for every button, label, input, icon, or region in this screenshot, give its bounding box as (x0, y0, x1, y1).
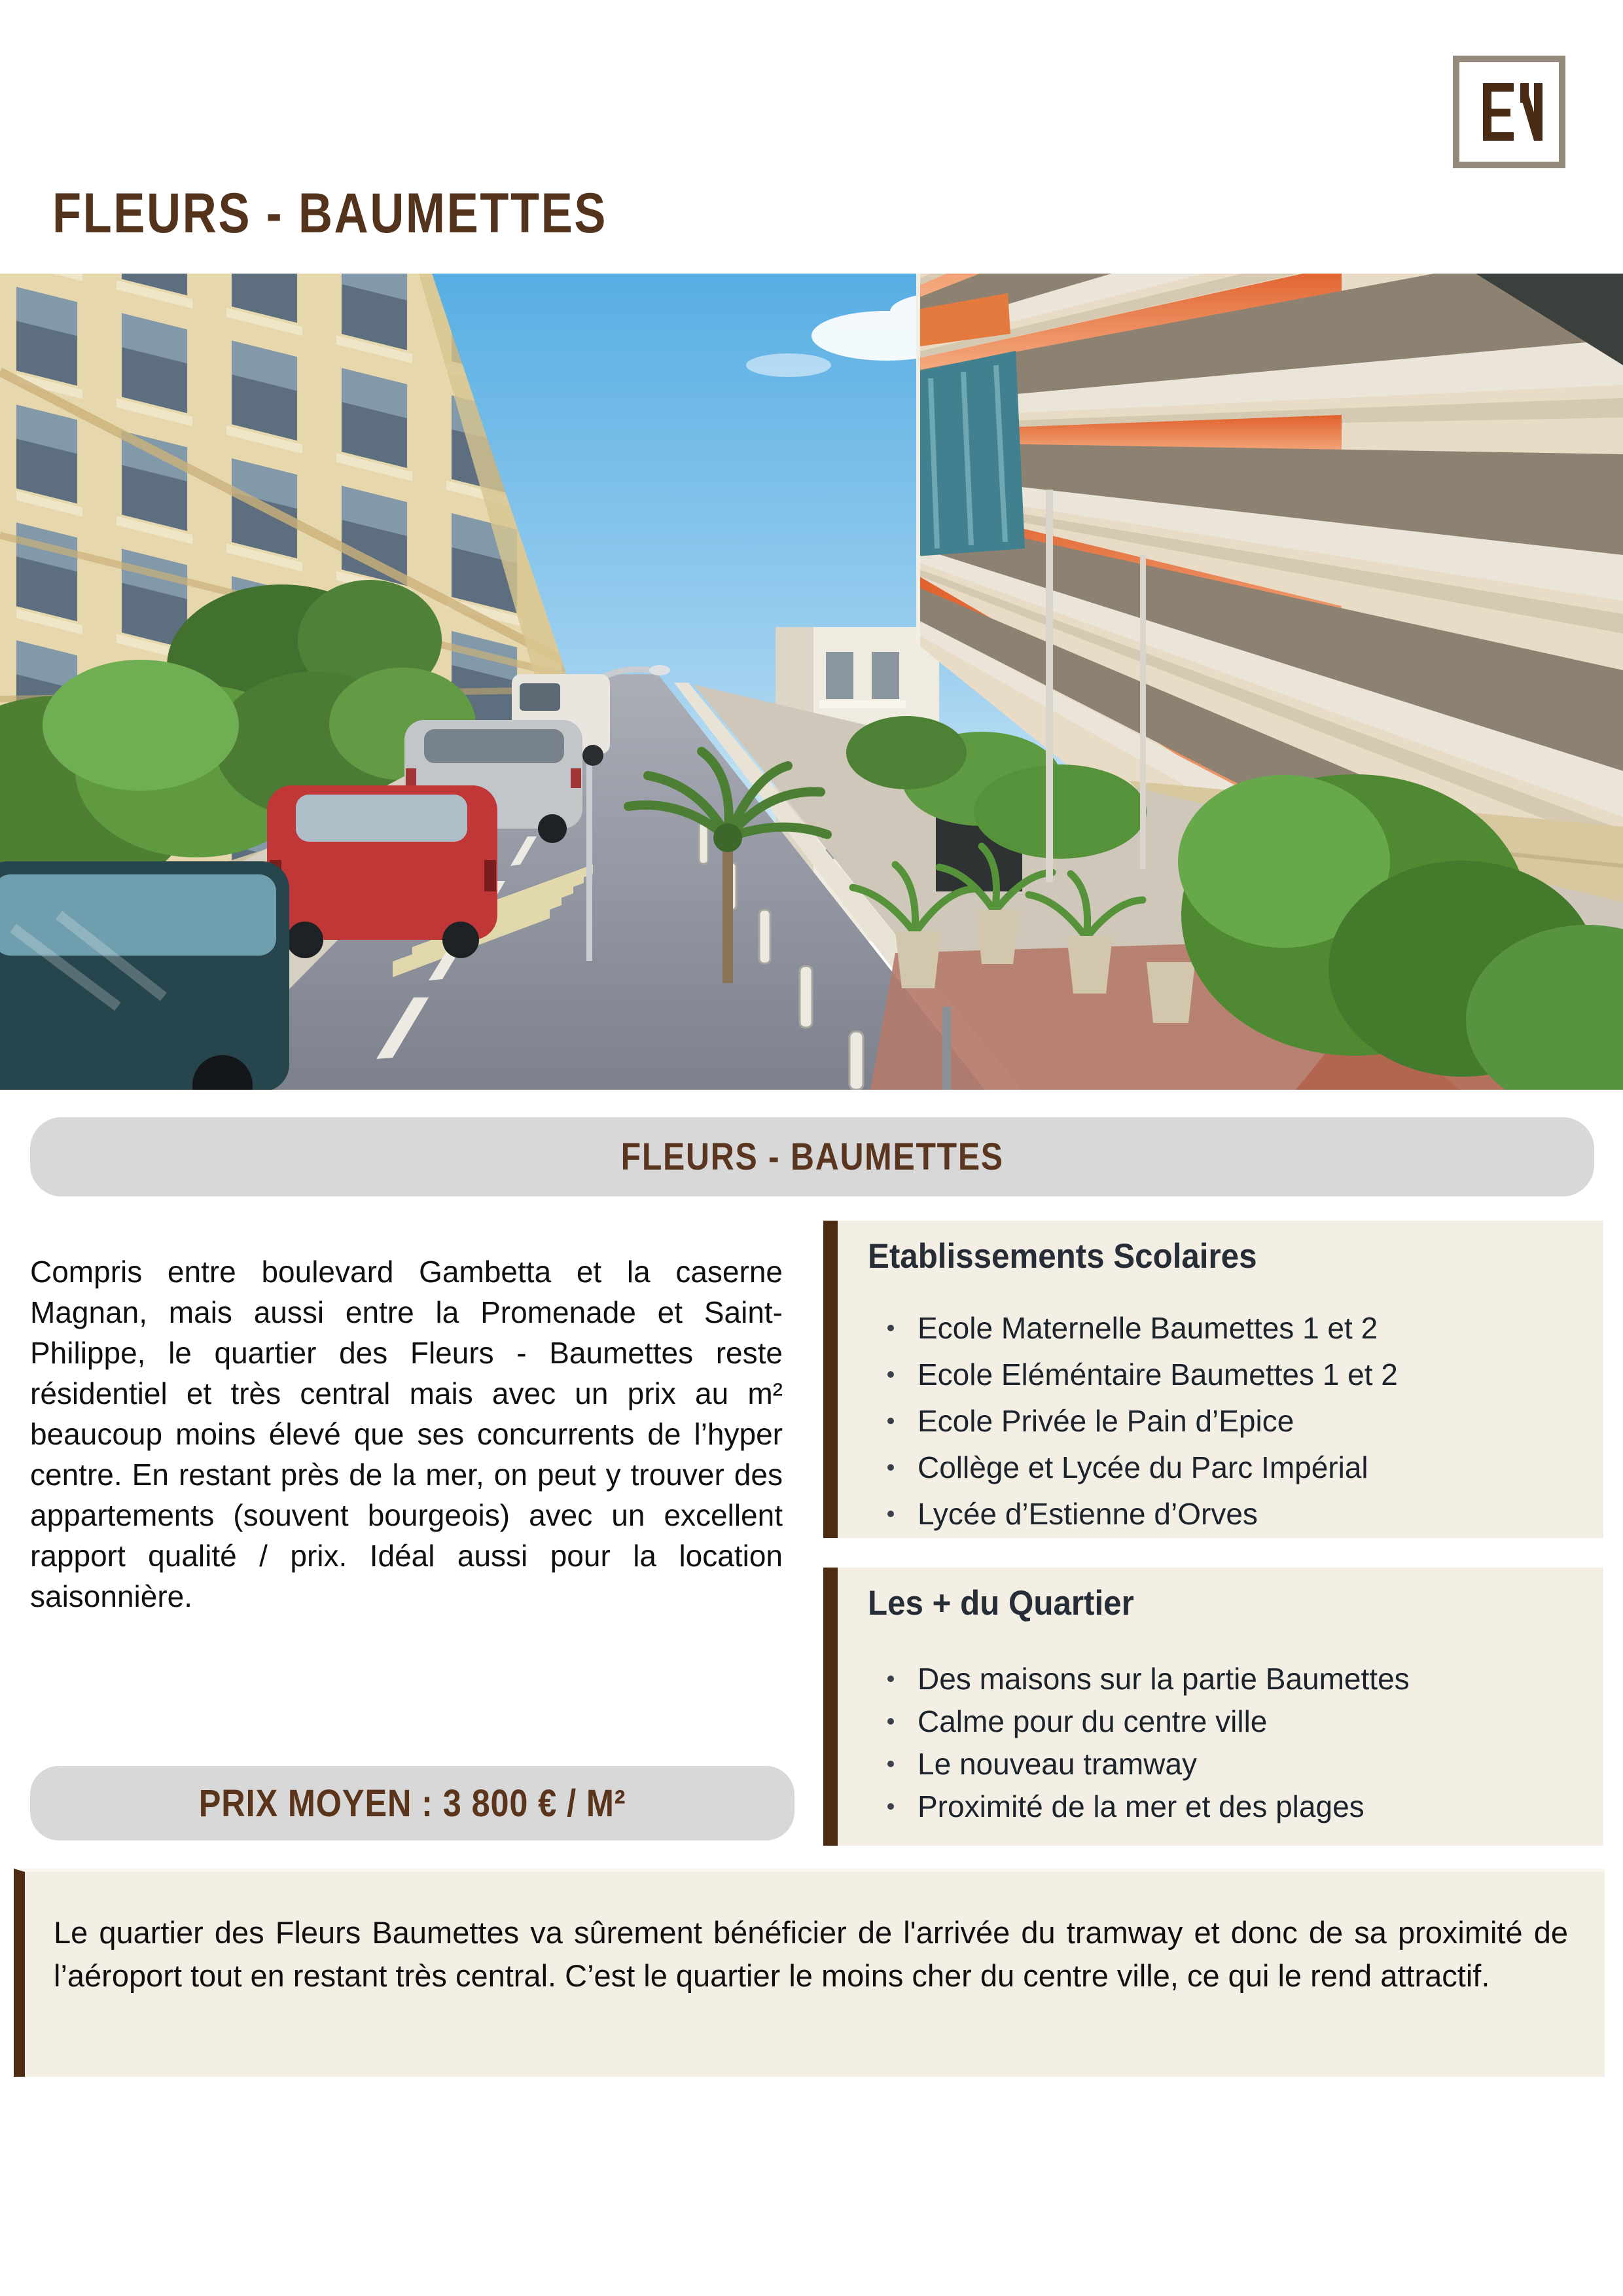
price-label: PRIX MOYEN : 3 800 € / M² (198, 1782, 626, 1825)
list-item (868, 1450, 1580, 1485)
quartier-plus-list (868, 1661, 1580, 1824)
red-car (267, 785, 497, 958)
bullet-icon (887, 1325, 894, 1331)
quartier-plus-box (823, 1568, 1603, 1846)
metal-post (942, 1007, 951, 1090)
bullet-icon (887, 1803, 894, 1810)
schools-heading: Etablissements Scolaires (868, 1237, 1257, 1276)
schools-list (868, 1310, 1580, 1532)
section-banner-label: FLEURS - BAUMETTES (620, 1136, 1004, 1178)
street-photo (0, 274, 1623, 1090)
list-item-label: Collège et Lycée du Parc Impérial (918, 1450, 1368, 1484)
list-item (868, 1789, 1580, 1824)
flag-pole (1046, 490, 1053, 882)
list-item-label: Ecole Privée le Pain d’Epice (918, 1404, 1294, 1438)
page-title: FLEURS - BAUMETTES (52, 182, 608, 245)
list-item-label: Ecole Maternelle Baumettes 1 et 2 (918, 1311, 1378, 1345)
section-banner (30, 1117, 1594, 1196)
quartier-plus-heading: Les + du Quartier (868, 1584, 1134, 1623)
bullet-icon (887, 1418, 894, 1424)
bullet-icon (887, 1761, 894, 1767)
list-item (868, 1310, 1580, 1346)
list-item-label: Le nouveau tramway (918, 1747, 1198, 1781)
flag-pole-2 (1140, 555, 1146, 869)
bullet-icon (887, 1464, 894, 1471)
price-badge (30, 1766, 794, 1840)
list-item-label: Des maisons sur la partie Baumettes (918, 1662, 1410, 1696)
teal-suv (0, 861, 289, 1090)
list-item-label: Calme pour du centre ville (918, 1704, 1268, 1738)
schools-box (823, 1221, 1603, 1538)
list-item-label: Lycée d’Estienne d’Orves (918, 1497, 1258, 1531)
bullet-icon (887, 1718, 894, 1725)
list-item-label: Proximité de la mer et des plages (918, 1789, 1364, 1823)
list-item (868, 1357, 1580, 1392)
list-item (868, 1403, 1580, 1439)
en-logo-icon (1453, 56, 1565, 168)
bottom-note: Le quartier des Fleurs Baumettes va sûrement bénéficier de l'arrivée du tramway et donc de sa proximité de l’aéroport tout en restant très central. C’est le quartier le moins cher du centre ville, ce qui le rend attractif. (14, 1869, 1605, 2077)
bullet-icon (887, 1511, 894, 1517)
intro-paragraph: Compris entre boulevard Gambetta et la caserne Magnan, mais aussi entre la Promenade et Saint-Philippe, le quartier des Fleurs - Baumettes reste résidentiel et très central mais avec un prix au m² beaucoup moins élevé que ses concurrents de l’hyper centre. En restant près de la mer, on peut y trouver des appartements (souvent bourgeois) avec un excellent rapport qualité / prix. Idéal aussi pour la location saisonnière. (30, 1255, 783, 1613)
bullet-icon (887, 1371, 894, 1378)
list-item (868, 1661, 1580, 1696)
list-item-label: Ecole Eléméntaire Baumettes 1 et 2 (918, 1357, 1398, 1391)
list-item (868, 1746, 1580, 1782)
list-item (868, 1704, 1580, 1739)
bullet-icon (887, 1676, 894, 1682)
list-item (868, 1496, 1580, 1532)
